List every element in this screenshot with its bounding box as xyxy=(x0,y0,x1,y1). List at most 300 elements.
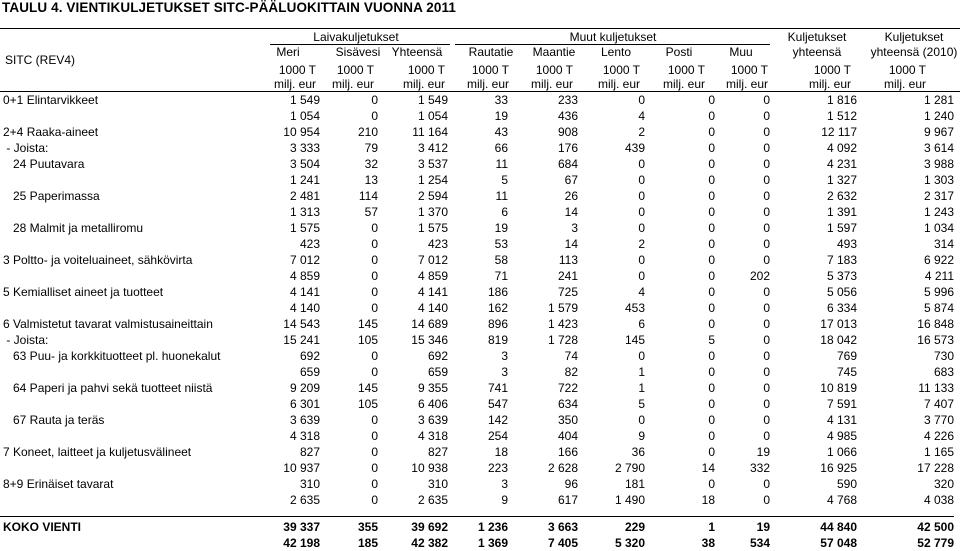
table-cell: 617 xyxy=(557,493,578,507)
table-cell: 57 xyxy=(364,205,378,219)
table-cell: 12 117 xyxy=(821,125,857,139)
unit-euros: milj. eur xyxy=(725,77,768,91)
table-cell: 185 xyxy=(357,536,378,550)
row-label: 28 Malmit ja metalliromu xyxy=(3,221,144,235)
table-cell: 9 xyxy=(501,493,508,507)
table-cell: 3 xyxy=(571,221,578,235)
table-cell: 2 628 xyxy=(547,461,578,475)
table-cell: 0 xyxy=(371,349,378,363)
table-cell: 11 xyxy=(495,189,508,203)
table-cell: 1 054 xyxy=(417,109,448,123)
row-label: 7 Koneet, laitteet ja kuljetusvälineet xyxy=(3,445,192,459)
column-header: Lento xyxy=(600,45,632,59)
page-title: TAULU 4. VIENTIKULJETUKSET SITC-PÄÄLUOKITTAIN VUONNA 2011 xyxy=(2,0,456,15)
table-cell: 0 xyxy=(763,429,770,443)
table-cell: 0 xyxy=(763,237,770,251)
table-cell: 0 xyxy=(763,381,770,395)
table-cell: 202 xyxy=(749,269,770,283)
table-row xyxy=(0,428,954,444)
table-cell: 730 xyxy=(933,349,954,363)
table-cell: 0 xyxy=(708,237,715,251)
table-cell: 0 xyxy=(708,301,715,315)
table-cell: 0 xyxy=(371,253,378,267)
table-cell: 114 xyxy=(358,189,378,203)
table-cell: 0 xyxy=(371,237,378,251)
table-cell: 350 xyxy=(557,413,578,427)
table-row xyxy=(0,364,954,380)
data-table xyxy=(0,92,954,551)
table-cell: 2 317 xyxy=(923,189,954,203)
unit-tonnes: 1000 T xyxy=(667,63,705,77)
unit-tonnes: 1000 T xyxy=(730,63,768,77)
table-cell: 1 066 xyxy=(826,445,857,459)
table-cell: 0 xyxy=(638,269,645,283)
table-cell: 0 xyxy=(763,413,770,427)
table-cell: 10 819 xyxy=(820,381,857,395)
table-cell: 0 xyxy=(371,93,378,107)
table-row xyxy=(0,108,954,124)
unit-euros: milj. eur xyxy=(883,77,926,91)
table-cell: 11 133 xyxy=(918,381,954,395)
table-cell: 741 xyxy=(487,381,508,395)
table-cell: 0 xyxy=(371,493,378,507)
table-row xyxy=(0,492,954,508)
row-label xyxy=(0,492,262,508)
table-cell: 79 xyxy=(364,141,378,155)
total-row xyxy=(0,519,954,535)
table-cell: 310 xyxy=(299,477,320,491)
table-cell: 4 038 xyxy=(923,493,954,507)
table-cell: 769 xyxy=(836,349,857,363)
unit-euros: milj. eur xyxy=(273,77,316,91)
unit-tonnes: 1000 T xyxy=(407,63,445,77)
table-cell: 0 xyxy=(763,397,770,411)
table-cell: 0 xyxy=(708,205,715,219)
table-cell: 6 xyxy=(638,317,645,331)
table-cell: 9 967 xyxy=(923,125,954,139)
row-label xyxy=(0,428,262,444)
row-label xyxy=(0,535,262,551)
table-cell: 3 770 xyxy=(923,413,954,427)
table-cell: 1 575 xyxy=(417,221,448,235)
table-cell: 36 xyxy=(631,445,645,459)
table-cell: 233 xyxy=(557,93,578,107)
unit-tonnes: 1000 T xyxy=(471,63,509,77)
table-cell: 5 874 xyxy=(923,301,954,315)
table-cell: 32 xyxy=(364,157,378,171)
table-cell: 3 xyxy=(501,365,508,379)
row-label xyxy=(0,236,262,252)
table-cell: 4 xyxy=(638,285,645,299)
table-cell: 1 241 xyxy=(289,173,320,187)
table-cell: 186 xyxy=(487,285,508,299)
table-cell: 1 034 xyxy=(923,221,954,235)
table-cell: 0 xyxy=(371,429,378,443)
table-cell: 7 407 xyxy=(923,397,954,411)
table-cell: 0 xyxy=(708,157,715,171)
table-cell: 1 549 xyxy=(417,93,448,107)
row-label: 63 Puu- ja korkkituotteet pl. huonekalut xyxy=(3,349,221,363)
table-cell: 181 xyxy=(624,477,645,491)
table-cell: 659 xyxy=(299,365,320,379)
table-cell: 42 382 xyxy=(411,536,448,550)
table-cell: 1 728 xyxy=(547,333,578,347)
table-cell: 0 xyxy=(708,285,715,299)
table-cell: 5 xyxy=(638,397,645,411)
table-cell: 0 xyxy=(763,493,770,507)
total-row xyxy=(0,535,954,551)
table-cell: 0 xyxy=(638,93,645,107)
table-cell: 2 xyxy=(638,237,645,251)
table-cell: 1 281 xyxy=(923,93,954,107)
table-cell: 0 xyxy=(708,445,715,459)
table-cell: 7 012 xyxy=(417,253,448,267)
unit-tonnes: 1000 T xyxy=(888,63,926,77)
table-cell: 0 xyxy=(763,317,770,331)
unit-euros: milj. eur xyxy=(466,77,509,91)
table-cell: 105 xyxy=(357,333,378,347)
column-header: Yhteensä xyxy=(391,45,443,59)
unit-euros: milj. eur xyxy=(331,77,374,91)
table-cell: 11 164 xyxy=(412,125,448,139)
table-cell: 38 xyxy=(701,536,715,550)
table-cell: 14 xyxy=(564,205,578,219)
table-cell: 0 xyxy=(708,109,715,123)
table-cell: 4 xyxy=(638,109,645,123)
table-cell: 57 048 xyxy=(820,536,857,550)
table-cell: 745 xyxy=(836,365,857,379)
table-cell: 2 594 xyxy=(417,189,448,203)
table-cell: 2 790 xyxy=(614,461,645,475)
table-cell: 827 xyxy=(299,445,320,459)
table-cell: 0 xyxy=(763,189,770,203)
table-cell: 9 xyxy=(638,429,645,443)
table-cell: 14 xyxy=(564,237,578,251)
table-cell: 0 xyxy=(708,173,715,187)
table-cell: 19 xyxy=(494,221,508,235)
column-header: Maantie xyxy=(532,45,576,59)
table-cell: 725 xyxy=(557,285,578,299)
table-cell: 96 xyxy=(564,477,578,491)
table-cell: 17 228 xyxy=(917,461,954,475)
table-cell: 0 xyxy=(708,381,715,395)
table-cell: 14 689 xyxy=(411,317,448,331)
unit-tonnes: 1000 T xyxy=(602,63,640,77)
table-cell: 423 xyxy=(299,237,320,251)
table-cell: 0 xyxy=(708,413,715,427)
table-row xyxy=(0,412,954,428)
table-cell: 16 925 xyxy=(820,461,857,475)
table-cell: 0 xyxy=(638,173,645,187)
table-cell: 0 xyxy=(371,461,378,475)
table-cell: 908 xyxy=(557,125,578,139)
table-cell: 10 938 xyxy=(411,461,448,475)
table-cell: 6 922 xyxy=(923,253,954,267)
table-cell: 436 xyxy=(557,109,578,123)
table-row xyxy=(0,300,954,316)
table-cell: 314 xyxy=(933,237,954,251)
table-cell: 3 xyxy=(501,477,508,491)
table-cell: 5 996 xyxy=(923,285,954,299)
table-cell: 1 512 xyxy=(826,109,857,123)
table-cell: 4 211 xyxy=(924,269,954,283)
table-cell: 2 xyxy=(638,125,645,139)
table-cell: 0 xyxy=(763,301,770,315)
table-cell: 0 xyxy=(638,413,645,427)
table-cell: 19 xyxy=(494,109,508,123)
table-row xyxy=(0,332,954,348)
table-cell: 332 xyxy=(749,461,770,475)
table-cell: 3 988 xyxy=(923,157,954,171)
unit-tonnes: 1000 T xyxy=(278,63,316,77)
table-cell: 176 xyxy=(557,141,578,155)
unit-euros: milj. eur xyxy=(662,77,705,91)
table-cell: 4 231 xyxy=(826,157,857,171)
unit-euros: milj. eur xyxy=(597,77,640,91)
table-row xyxy=(0,396,954,412)
table-cell: 0 xyxy=(763,333,770,347)
row-label: 2+4 Raaka-aineet xyxy=(3,125,99,139)
column-header: Rautatie xyxy=(468,45,514,59)
table-cell: 0 xyxy=(763,221,770,235)
table-cell: 5 056 xyxy=(826,285,857,299)
table-cell: 320 xyxy=(933,477,954,491)
table-cell: 0 xyxy=(638,157,645,171)
table-cell: 53 xyxy=(494,237,508,251)
table-cell: 210 xyxy=(357,125,378,139)
table-cell: 0 xyxy=(763,109,770,123)
table-cell: 0 xyxy=(708,141,715,155)
table-cell: 1 549 xyxy=(289,93,320,107)
table-cell: 3 504 xyxy=(289,157,320,171)
table-cell: 7 591 xyxy=(826,397,857,411)
table-cell: 145 xyxy=(624,333,645,347)
table-cell: 4 140 xyxy=(289,301,320,315)
table-cell: 42 500 xyxy=(917,520,954,534)
row-label: KOKO VIENTI xyxy=(3,520,82,534)
table-cell: 42 198 xyxy=(283,536,320,550)
table-cell: 9 209 xyxy=(289,381,320,395)
table-cell: 2 632 xyxy=(826,189,857,203)
row-label: 24 Puutavara xyxy=(3,157,85,171)
table-cell: 0 xyxy=(763,205,770,219)
table-cell: 439 xyxy=(624,141,645,155)
table-cell: 145 xyxy=(357,317,378,331)
table-cell: 0 xyxy=(708,429,715,443)
table-cell: 0 xyxy=(763,141,770,155)
table-cell: 14 543 xyxy=(283,317,320,331)
table-cell: 3 639 xyxy=(417,413,448,427)
row-label: 5 Kemialliset aineet ja tuotteet xyxy=(3,285,164,299)
table-row xyxy=(0,220,954,236)
group-muut-kuljetukset: Muut kuljetukset xyxy=(569,30,657,44)
table-cell: 5 xyxy=(708,333,715,347)
table-cell: 1 369 xyxy=(477,536,508,550)
table-cell: 0 xyxy=(708,397,715,411)
table-cell: 6 334 xyxy=(826,301,857,315)
table-cell: 0 xyxy=(763,477,770,491)
table-cell: 5 373 xyxy=(826,269,857,283)
table-cell: 4 092 xyxy=(826,141,857,155)
table-row xyxy=(0,188,954,204)
table-cell: 13 xyxy=(364,173,378,187)
table-cell: 1 243 xyxy=(923,205,954,219)
table-cell: 0 xyxy=(763,93,770,107)
table-cell: 162 xyxy=(487,301,508,315)
table-cell: 3 663 xyxy=(547,520,578,534)
column-header: yhteensä (2010) xyxy=(870,45,958,59)
table-cell: 18 042 xyxy=(820,333,857,347)
table-cell: 39 337 xyxy=(283,520,320,534)
table-cell: 547 xyxy=(487,397,508,411)
table-cell: 14 xyxy=(701,461,715,475)
table-cell: 1 303 xyxy=(923,173,954,187)
table-cell: 0 xyxy=(638,221,645,235)
row-label: 0+1 Elintarvikkeet xyxy=(3,93,99,107)
table-cell: 0 xyxy=(763,285,770,299)
table-row xyxy=(0,204,954,220)
table-cell: 0 xyxy=(371,269,378,283)
table-cell: 0 xyxy=(371,413,378,427)
table-cell: 7 405 xyxy=(547,536,578,550)
table-cell: 0 xyxy=(763,365,770,379)
table-cell: 493 xyxy=(836,237,857,251)
table-row xyxy=(0,236,954,252)
table-cell: 1 313 xyxy=(289,205,320,219)
table-row xyxy=(0,444,954,460)
table-cell: 241 xyxy=(557,269,578,283)
table-cell: 67 xyxy=(564,173,578,187)
table-row xyxy=(0,476,954,492)
row-label: 67 Rauta ja teräs xyxy=(3,413,105,427)
table-cell: 44 840 xyxy=(820,520,857,534)
table-cell: 66 xyxy=(494,141,508,155)
unit-tonnes: 1000 T xyxy=(813,63,851,77)
table-cell: 0 xyxy=(708,365,715,379)
table-cell: 145 xyxy=(357,381,378,395)
table-cell: 0 xyxy=(708,349,715,363)
table-cell: 423 xyxy=(427,237,448,251)
row-label xyxy=(0,108,262,124)
table-cell: 254 xyxy=(487,429,508,443)
table-cell: 15 241 xyxy=(283,333,320,347)
row-label: 6 Valmistetut tavarat valmistusaineittain xyxy=(3,317,213,331)
table-row xyxy=(0,460,954,476)
table-cell: 166 xyxy=(557,445,578,459)
table-cell: 1 490 xyxy=(614,493,645,507)
table-cell: 4 859 xyxy=(289,269,320,283)
column-header: Meri xyxy=(276,45,300,59)
table-cell: 17 013 xyxy=(820,317,857,331)
table-cell: 43 xyxy=(494,125,508,139)
table-cell: 310 xyxy=(427,477,448,491)
table-cell: 6 xyxy=(501,205,508,219)
column-header: Muu xyxy=(729,45,753,59)
table-cell: 39 692 xyxy=(411,520,448,534)
row-label: 64 Paperi ja pahvi sekä tuotteet niistä xyxy=(3,381,213,395)
table-row xyxy=(0,348,954,364)
table-cell: 0 xyxy=(763,349,770,363)
row-label xyxy=(0,364,262,380)
column-header: Posti xyxy=(665,45,693,59)
table-cell: 659 xyxy=(427,365,448,379)
table-row xyxy=(0,124,954,140)
row-label xyxy=(0,268,262,284)
sitc-header: SITC (REV4) xyxy=(5,53,76,67)
unit-tonnes: 1000 T xyxy=(336,63,374,77)
table-cell: 1 254 xyxy=(417,173,448,187)
group-kuljetukset-2010: Kuljetukset xyxy=(884,30,944,44)
table-cell: 404 xyxy=(557,429,578,443)
table-cell: 71 xyxy=(494,269,508,283)
table-cell: 6 301 xyxy=(289,397,320,411)
table-cell: 0 xyxy=(708,269,715,283)
table-cell: 7 012 xyxy=(289,253,320,267)
table-cell: 1 370 xyxy=(417,205,448,219)
row-label: - Joista: xyxy=(3,333,49,347)
group-laivakuljetukset: Laivakuljetukset xyxy=(313,30,399,44)
table-cell: 1 054 xyxy=(289,109,320,123)
row-label: 25 Paperimassa xyxy=(3,189,100,203)
table-cell: 1 423 xyxy=(547,317,578,331)
table-cell: 3 xyxy=(501,349,508,363)
table-cell: 4 768 xyxy=(826,493,857,507)
table-cell: 4 859 xyxy=(417,269,448,283)
table-row xyxy=(0,316,954,332)
table-cell: 16 848 xyxy=(917,317,954,331)
table-cell: 15 346 xyxy=(411,333,448,347)
group-kuljetukset: Kuljetukset xyxy=(787,30,847,44)
table-cell: 827 xyxy=(427,445,448,459)
table-cell: 634 xyxy=(557,397,578,411)
table-cell: 0 xyxy=(763,157,770,171)
table-cell: 684 xyxy=(557,157,578,171)
table-cell: 3 333 xyxy=(289,141,320,155)
table-cell: 1 575 xyxy=(289,221,320,235)
table-cell: 692 xyxy=(427,349,448,363)
table-cell: 1 xyxy=(708,520,715,534)
table-cell: 33 xyxy=(494,93,508,107)
table-cell: 2 635 xyxy=(417,493,448,507)
table-cell: 6 406 xyxy=(417,397,448,411)
table-row xyxy=(0,284,954,300)
table-cell: 0 xyxy=(708,477,715,491)
row-label: 8+9 Erinäiset tavarat xyxy=(3,477,114,491)
table-cell: 0 xyxy=(638,189,645,203)
table-cell: 1 391 xyxy=(826,205,857,219)
table-row xyxy=(0,380,954,396)
spacer-row xyxy=(0,508,954,517)
table-cell: 5 xyxy=(501,173,508,187)
table-row xyxy=(0,172,954,188)
table-cell: 9 355 xyxy=(417,381,448,395)
table-cell: 1 xyxy=(638,381,645,395)
table-cell: 1 xyxy=(638,365,645,379)
table-cell: 10 937 xyxy=(283,461,320,475)
table-cell: 692 xyxy=(299,349,320,363)
table-cell: 0 xyxy=(708,221,715,235)
table-cell: 0 xyxy=(763,253,770,267)
table-cell: 18 xyxy=(494,445,508,459)
column-header: yhteensä xyxy=(792,45,842,59)
row-label xyxy=(0,204,262,220)
row-label: 3 Poltto- ja voiteluaineet, sähkövirta xyxy=(3,253,193,267)
table-cell: 534 xyxy=(749,536,770,550)
table-cell: 0 xyxy=(708,189,715,203)
table-cell: 0 xyxy=(638,253,645,267)
table-row xyxy=(0,92,954,108)
table-cell: 5 320 xyxy=(614,536,645,550)
